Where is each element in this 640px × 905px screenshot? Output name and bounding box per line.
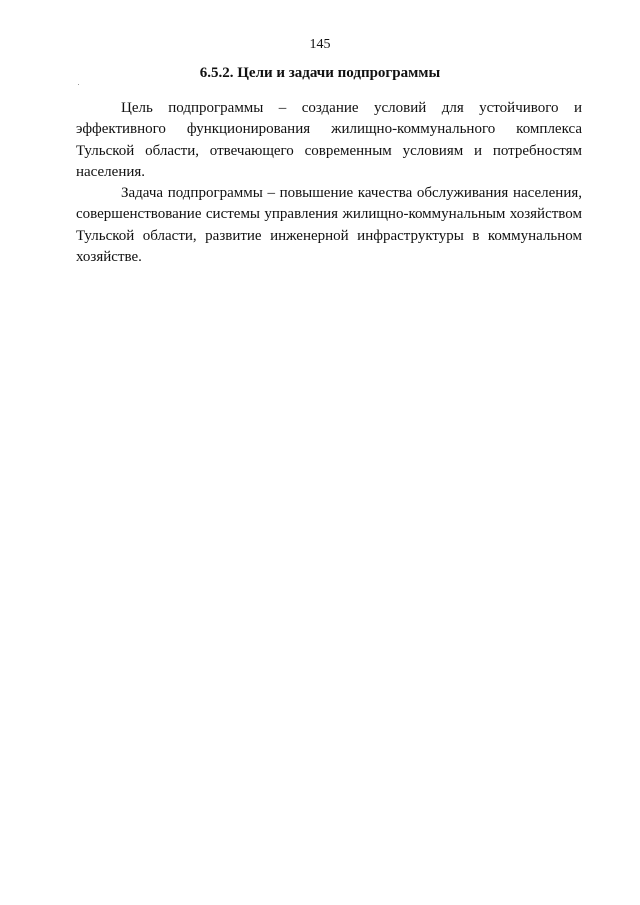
section-heading: 6.5.2. Цели и задачи подпрограммы (199, 65, 441, 81)
scan-artifact (78, 84, 79, 85)
document-body (76, 98, 582, 268)
paragraph-task: Задача подпрограммы – повышение качества обслуживания населения, совершенствование системы управления жилищно-коммунальным хозяйством Тульской области, развитие инженерной инфраструктуры в коммунальном хозяйстве. (76, 185, 582, 266)
paragraph-goal: Цель подпрограммы – создание условий для устойчивого и эффективного функционирования жилищно-коммунального комплекса Тульской области, отвечающего современным условиям и потребностям населения. (76, 100, 582, 180)
page-number: 145 (309, 37, 331, 52)
